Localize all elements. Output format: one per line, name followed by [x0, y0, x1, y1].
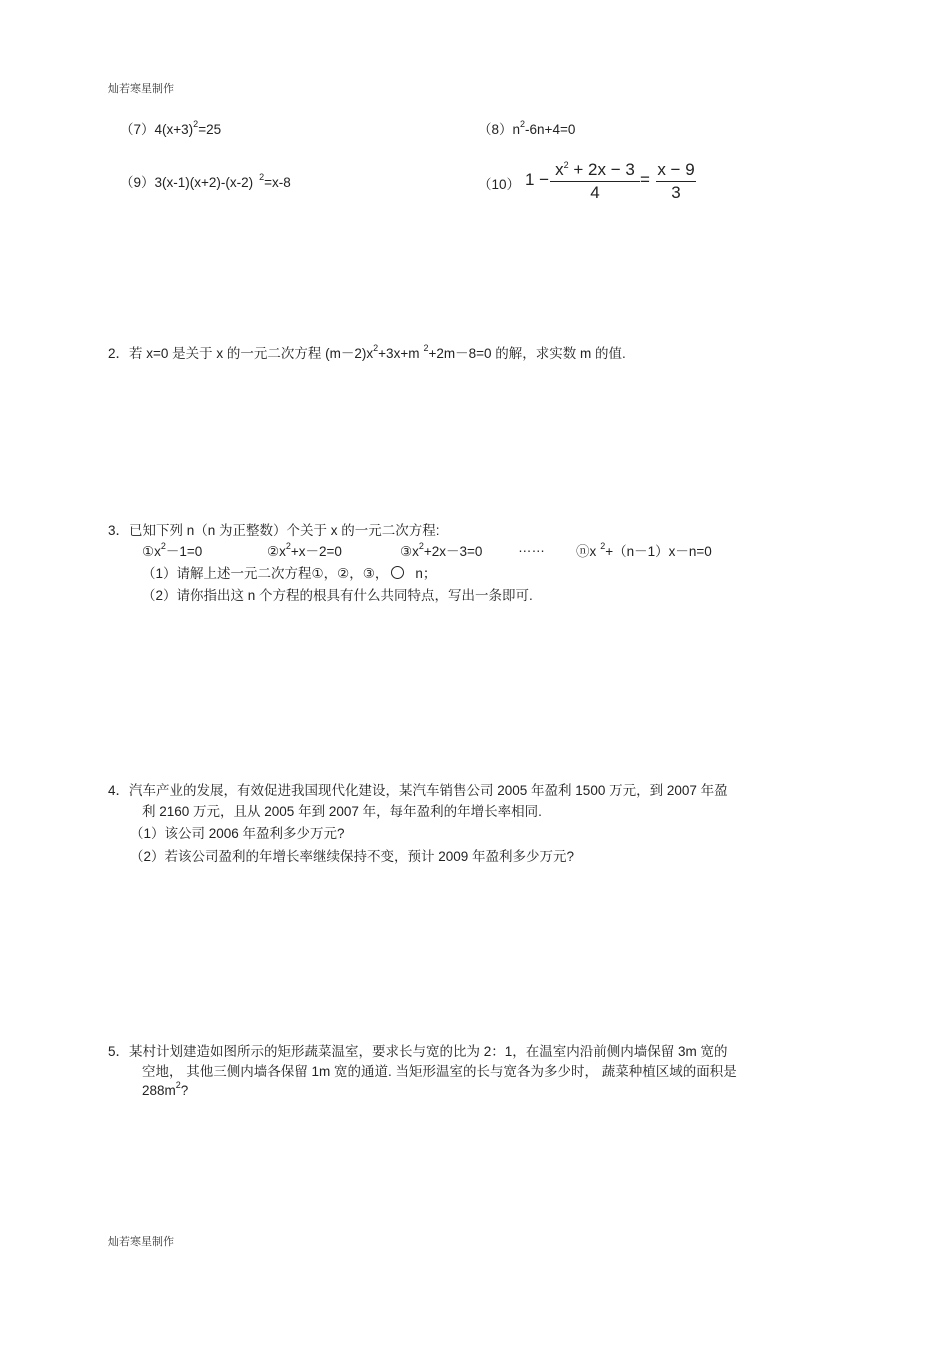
question-3-ellipsis: ……	[518, 540, 545, 555]
question-2-part3: +2m－8=0 的解，求实数 m 的值.	[428, 346, 626, 361]
equation-7-rest: =25	[198, 122, 222, 137]
question-2-part1: 若 x=0 是关于 x 的一元二次方程 (m－2)x	[129, 346, 374, 361]
numerator-rest: + 2x − 3	[573, 160, 635, 179]
question-3-line1	[108, 519, 440, 539]
area-exponent: 2	[175, 1080, 181, 1090]
question-3-item-1	[142, 540, 202, 560]
equation-8-label: （8）	[478, 122, 513, 137]
item-1-a: ①x	[142, 544, 161, 559]
question-2-number: 2．	[108, 346, 130, 361]
item-3-b: +2x－3=0	[423, 544, 483, 559]
question-5-text1: 某村计划建造如图所示的矩形蔬菜温室，要求长与宽的比为 2：1，在温室内沿前侧内墙保留 3m 宽的	[129, 1044, 728, 1059]
question-3-sub-2: （2）请你指出这 n 个方程的根具有什么共同特点，写出一条即可.	[142, 588, 533, 603]
fraction-bar-left	[550, 181, 640, 182]
circle-icon	[391, 566, 404, 579]
question-5-line3	[142, 1080, 189, 1098]
question-3-intro: 已知下列 n（n 为正整数）个关于 x 的一元二次方程:	[129, 523, 440, 538]
item-n-b: +（n－1）x－n=0	[605, 544, 712, 559]
equation-9	[120, 171, 291, 191]
question-3-number: 3．	[108, 523, 130, 538]
sub-1-text: （1）请解上述一元二次方程①，②，③，	[142, 566, 389, 581]
equation-7-expr: 4(x+3)	[154, 122, 194, 137]
question-3-item-3	[400, 540, 482, 560]
question-4-sub-1: （1）该公司 2006 年盈利多少万元?	[130, 826, 345, 841]
equation-7-exponent: 2	[193, 119, 199, 129]
page-footer: 灿若寒星制作	[108, 1236, 174, 1248]
equation-10-lead: 1 −	[525, 170, 550, 189]
question-2-part2: +3x+m	[378, 346, 420, 361]
equation-10-numerator-right: x − 9	[657, 160, 695, 179]
item-2-b: +x－2=0	[290, 544, 342, 559]
equation-10-fraction-right	[656, 160, 696, 203]
equation-8	[478, 118, 575, 138]
question-2-exp2: 2	[423, 343, 429, 353]
question-5-number: 5．	[108, 1044, 130, 1059]
item-2-exp: 2	[285, 541, 291, 551]
item-3-exp: 2	[418, 541, 424, 551]
numerator-x: x	[555, 160, 564, 179]
question-3-item-n	[576, 540, 712, 560]
item-1-b: －1=0	[165, 544, 203, 559]
question-4-line2: 利 2160 万元，且从 2005 年到 2007 年，每年盈利的年增长率相同.	[142, 804, 542, 819]
item-1-exp: 2	[160, 541, 166, 551]
equation-10-denominator-right: 3	[671, 183, 681, 202]
equation-8-rest: -6n+4=0	[525, 122, 576, 137]
question-4-text1: 汽车产业的发展，有效促进我国现代化建设，某汽车销售公司 2005 年盈利 1500 万元，到 2007 年盈	[129, 783, 728, 798]
equation-10-denominator-left: 4	[590, 183, 600, 202]
question-4-line1	[108, 779, 728, 799]
numerator-exponent: 2	[563, 160, 569, 170]
equation-9-label: （9）	[120, 175, 155, 190]
question-4-number: 4．	[108, 783, 130, 798]
item-n-exp: 2	[600, 541, 606, 551]
item-n-a: ⓝx	[576, 544, 597, 559]
equation-8-expr: n	[512, 122, 521, 137]
question-2	[108, 342, 626, 362]
question-3-item-2	[267, 540, 342, 560]
equation-9-expr: 3(x-1)(x+2)-(x-2)	[154, 175, 254, 190]
sub-1-end: n；	[415, 566, 437, 581]
equation-9-exponent: 2	[259, 172, 265, 182]
question-4-sub-2: （2）若该公司盈利的年增长率继续保持不变，预计 2009 年盈利多少万元?	[130, 849, 575, 864]
equation-9-rest: =x-8	[264, 175, 291, 190]
equation-10-equals: =	[640, 170, 650, 189]
equation-7-label: （7）	[120, 122, 155, 137]
question-5-line2: 空地， 其他三侧内墙各保留 1m 宽的通道. 当矩形温室的长与宽各为多少时， 蔬菜种植区域的面积是	[142, 1064, 737, 1079]
equation-7	[120, 118, 221, 138]
item-2-a: ②x	[267, 544, 286, 559]
question-3-sub-1	[142, 562, 436, 582]
question-5-line1	[108, 1040, 728, 1060]
equation-10-label: （10）	[478, 177, 521, 192]
area-value: 288m	[142, 1083, 176, 1098]
equation-10-numerator-left	[550, 160, 640, 180]
equation-8-exponent: 2	[520, 119, 526, 129]
item-3-a: ③x	[400, 544, 419, 559]
question-mark: ?	[180, 1083, 189, 1098]
page-header: 灿若寒星制作	[108, 83, 174, 95]
fraction-bar-right	[656, 181, 696, 182]
question-2-exp1: 2	[373, 343, 379, 353]
equation-10-fraction-left	[550, 160, 640, 203]
